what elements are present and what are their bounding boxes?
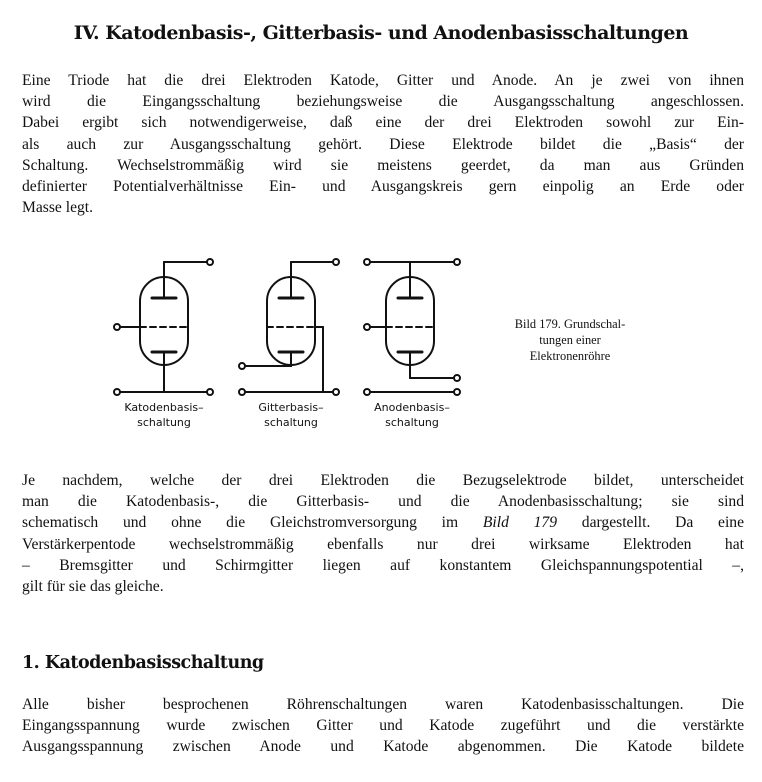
- figure-caption: [478, 316, 662, 364]
- label-line: Anodenbasis–: [374, 401, 450, 414]
- terminal: [364, 324, 370, 330]
- figure-reference: Bild 179: [482, 514, 558, 532]
- terminal: [364, 389, 370, 395]
- terminal: [454, 375, 460, 381]
- paragraph-line: man die Katodenbasis-, die Gitterbasis- und die Anodenbasisschaltung; sie sind: [22, 493, 744, 511]
- terminal: [207, 259, 213, 265]
- chapter-title: IV. Katodenbasis-, Gitterbasis- und Anodenbasisschaltungen: [73, 22, 689, 44]
- paragraph-line: gilt für sie das gleiche.: [22, 578, 164, 596]
- caption-line: Elektronenröhre: [529, 349, 611, 363]
- terminal: [239, 389, 245, 395]
- terminal: [364, 259, 370, 265]
- terminal: [114, 389, 120, 395]
- paragraph-line: wird die Eingangsschaltung beziehungsweise die Ausgangsschaltung angeschlossen.: [22, 93, 744, 111]
- paragraph-line: Alle bisher besprochenen Röhrenschaltungen waren Katodenbasisschaltungen. Die: [22, 696, 744, 713]
- terminal: [239, 363, 245, 369]
- label-line: schaltung: [385, 416, 439, 429]
- label-line: Katodenbasis–: [124, 401, 204, 414]
- tube-grid-base: [239, 259, 339, 395]
- tube-cathode-base: [114, 259, 213, 395]
- paragraph-line: Eingangsspannung wurde zwischen Gitter und Katode zugeführt und die verstärkte: [22, 717, 744, 735]
- terminal: [454, 389, 460, 395]
- tube-label-anode-base: [362, 400, 462, 430]
- tube-label-cathode-base: [114, 400, 214, 430]
- paragraph-line: schematisch und ohne die Gleichstromversorgung im Bild 179 dargestellt. Da eine: [22, 514, 745, 532]
- paragraph-line: als auch zur Ausgangsschaltung gehört. Diese Elektrode bildet die „Basis“ der: [22, 135, 744, 153]
- paragraph-line: Schaltung. Wechselstrommäßig wird sie meistens geerdet, da man aus Gründen: [22, 156, 744, 174]
- caption-line: tungen einer: [539, 333, 601, 347]
- section-heading: 1. Katodenbasisschaltung: [22, 653, 264, 673]
- paragraph-line: Masse legt.: [22, 199, 94, 217]
- label-line: schaltung: [137, 416, 191, 429]
- paragraph-line: definierter Potentialverhältnisse Ein- und Ausgangskreis gern einpolig an Erde oder: [22, 178, 744, 196]
- tube-anode-base: [364, 259, 460, 395]
- terminal: [333, 389, 339, 395]
- cathode-base-paragraph: [22, 694, 744, 758]
- paragraph-line: Je nachdem, welche der drei Elektroden die Bezugselektrode bildet, unterscheidet: [22, 472, 744, 489]
- label-line: Gitterbasis–: [258, 401, 324, 414]
- paragraph-line: Ausgangsspannung zwischen Anode und Katode abgenommen. Die Katode bildete: [22, 738, 744, 756]
- paragraph-line: – Bremsgitter und Schirmgitter liegen auf konstantem Gleichspannungspotential –,: [22, 556, 744, 574]
- terminal: [454, 259, 460, 265]
- label-line: schaltung: [264, 416, 318, 429]
- caption-line: Bild 179. Grundschal-: [514, 317, 626, 331]
- paragraph-line: Verstärkerpentode wechselstrommäßig ebenfalls nur drei wirksame Elektroden hat: [22, 535, 744, 553]
- tube-label-grid-base: [241, 400, 341, 430]
- circuit-types-paragraph: [22, 470, 744, 597]
- terminal: [207, 389, 213, 395]
- terminal: [114, 324, 120, 330]
- paragraph-line: Eine Triode hat die drei Elektroden Katode, Gitter und Anode. An je zwei von ihnen: [22, 72, 744, 89]
- terminal: [333, 259, 339, 265]
- paragraph-line: Dabei ergibt sich notwendigerweise, daß eine der drei Elektroden sowohl zur Ein-: [22, 114, 744, 132]
